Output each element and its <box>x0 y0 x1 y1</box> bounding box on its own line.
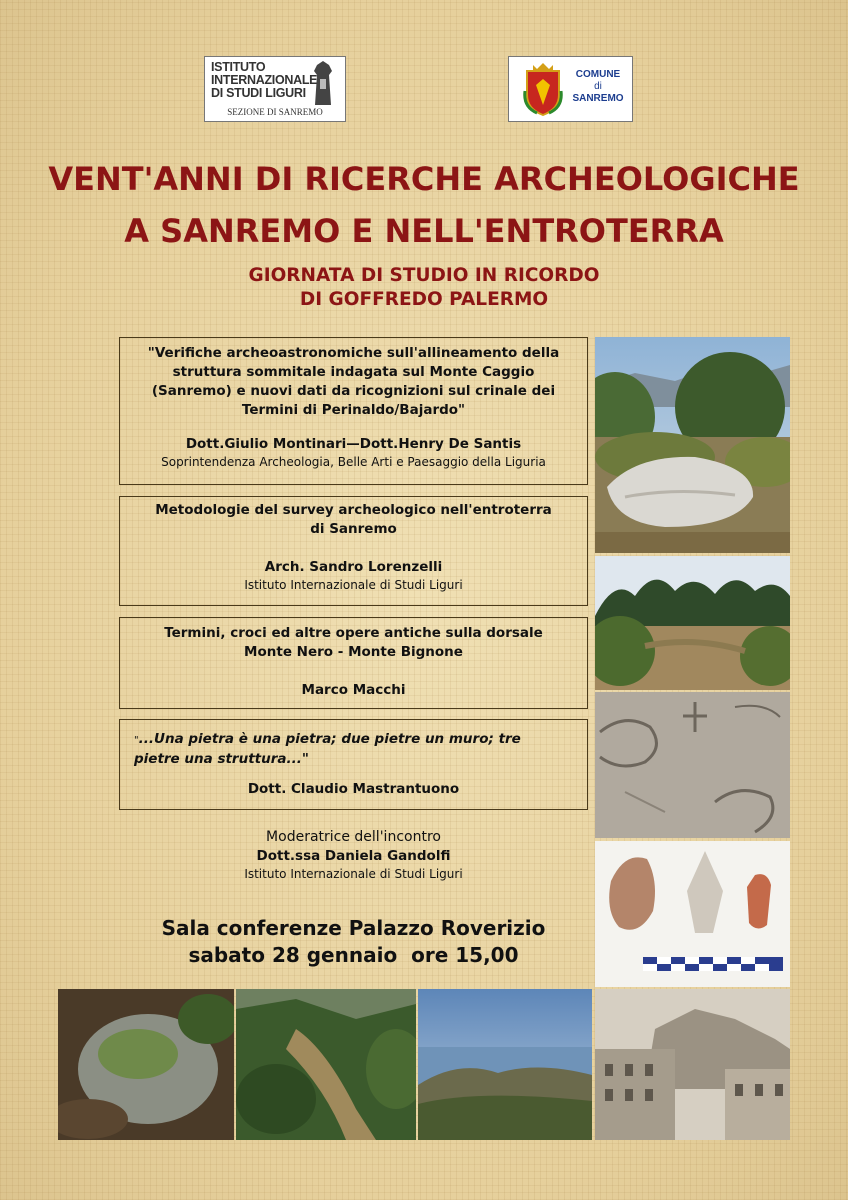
photo-carved-stone <box>595 692 790 838</box>
comune-logo-text <box>569 69 627 105</box>
talk-1-title <box>120 344 587 420</box>
subtitle-line2: DI GOFFREDO PALERMO <box>299 289 549 310</box>
comune-line2: di <box>594 81 602 92</box>
quote-mark: " <box>134 735 139 746</box>
talk-1-authors: Dott.Giulio Montinari—Dott.Henry De Santis <box>185 436 522 452</box>
talk-1-title-line: Termini di Perinaldo/Bajardo" <box>241 402 466 418</box>
talk-1-title-line: "Verifiche archeoastronomiche sull'allineamento della <box>147 345 560 361</box>
talk-3-title-line: Monte Nero - Monte Bignone <box>244 644 463 660</box>
talk-box-1 <box>119 337 588 485</box>
istituto-sezione: SEZIONE DI SANREMO <box>227 107 323 117</box>
istituto-line2: INTERNAZIONALE <box>211 73 318 87</box>
talk-4-title <box>120 730 587 769</box>
talk-3-authors: Marco Macchi <box>301 682 406 698</box>
event-date: sabato 28 gennaio ore 15,00 <box>188 943 519 967</box>
tower-icon <box>309 61 337 105</box>
istituto-line3: DI STUDI LIGURI <box>211 86 306 100</box>
talk-2-affiliation: Istituto Internazionale di Studi Liguri <box>244 578 463 592</box>
comune-line1: COMUNE <box>575 69 621 80</box>
talk-4-authors: Dott. Claudio Mastrantuono <box>247 781 460 797</box>
talk-2-authors: Arch. Sandro Lorenzelli <box>264 559 443 575</box>
photo-historic-sanremo <box>595 989 790 1140</box>
coat-of-arms-icon <box>523 61 563 117</box>
event-venue: Sala conferenze Palazzo Roverizio <box>161 916 546 940</box>
talk-1-title-line: (Sanremo) e nuovi dati da ricognizioni sul crinale dei <box>151 383 556 399</box>
photo-monte-caggio-stone <box>595 337 790 553</box>
talk-2-title-line: Metodologie del survey archeologico nell'entroterra <box>155 502 552 518</box>
photo-mossy-rock <box>58 989 234 1140</box>
moderator-affiliation: Istituto Internazionale di Studi Liguri <box>244 867 463 881</box>
talk-1-title-line: struttura sommitale indagata sul Monte Caggio <box>172 364 535 380</box>
talk-4-title-line: ...Una pietra è una pietra; due pietre un muro; tre <box>138 731 521 747</box>
talk-box-2 <box>119 496 588 606</box>
talk-3-title <box>120 624 587 662</box>
moderator-name: Dott.ssa Daniela Gandolfi <box>256 848 451 864</box>
photo-ridge-survey <box>595 556 790 690</box>
talk-box-4 <box>119 719 588 810</box>
photo-coast-view <box>418 989 592 1140</box>
subtitle-line1: GIORNATA DI STUDIO IN RICORDO <box>248 265 600 286</box>
main-title-line2: A SANREMO E NELL'ENTROTERRA <box>124 212 724 250</box>
istituto-logo <box>204 56 346 122</box>
talk-2-title-line: di Sanremo <box>310 521 397 537</box>
talk-1-affiliation: Soprintendenza Archeologia, Belle Arti e Paesaggio della Liguria <box>161 455 546 469</box>
talk-4-title-line: pietre una struttura..." <box>134 751 309 767</box>
istituto-line1: ISTITUTO <box>211 60 266 74</box>
moderator-label: Moderatrice dell'incontro <box>266 829 441 845</box>
photo-lithic-tools <box>595 841 790 987</box>
istituto-logo-text <box>211 61 317 100</box>
comune-logo <box>508 56 633 122</box>
scale-bar <box>643 957 783 971</box>
photo-aerial-ridge <box>236 989 416 1140</box>
talk-2-title <box>120 501 587 539</box>
talk-box-3 <box>119 617 588 709</box>
comune-line3: SANREMO <box>572 93 624 104</box>
main-title-line1: VENT'ANNI DI RICERCHE ARCHEOLOGICHE <box>48 160 800 198</box>
talk-3-title-line: Termini, croci ed altre opere antiche sulla dorsale <box>164 625 543 641</box>
